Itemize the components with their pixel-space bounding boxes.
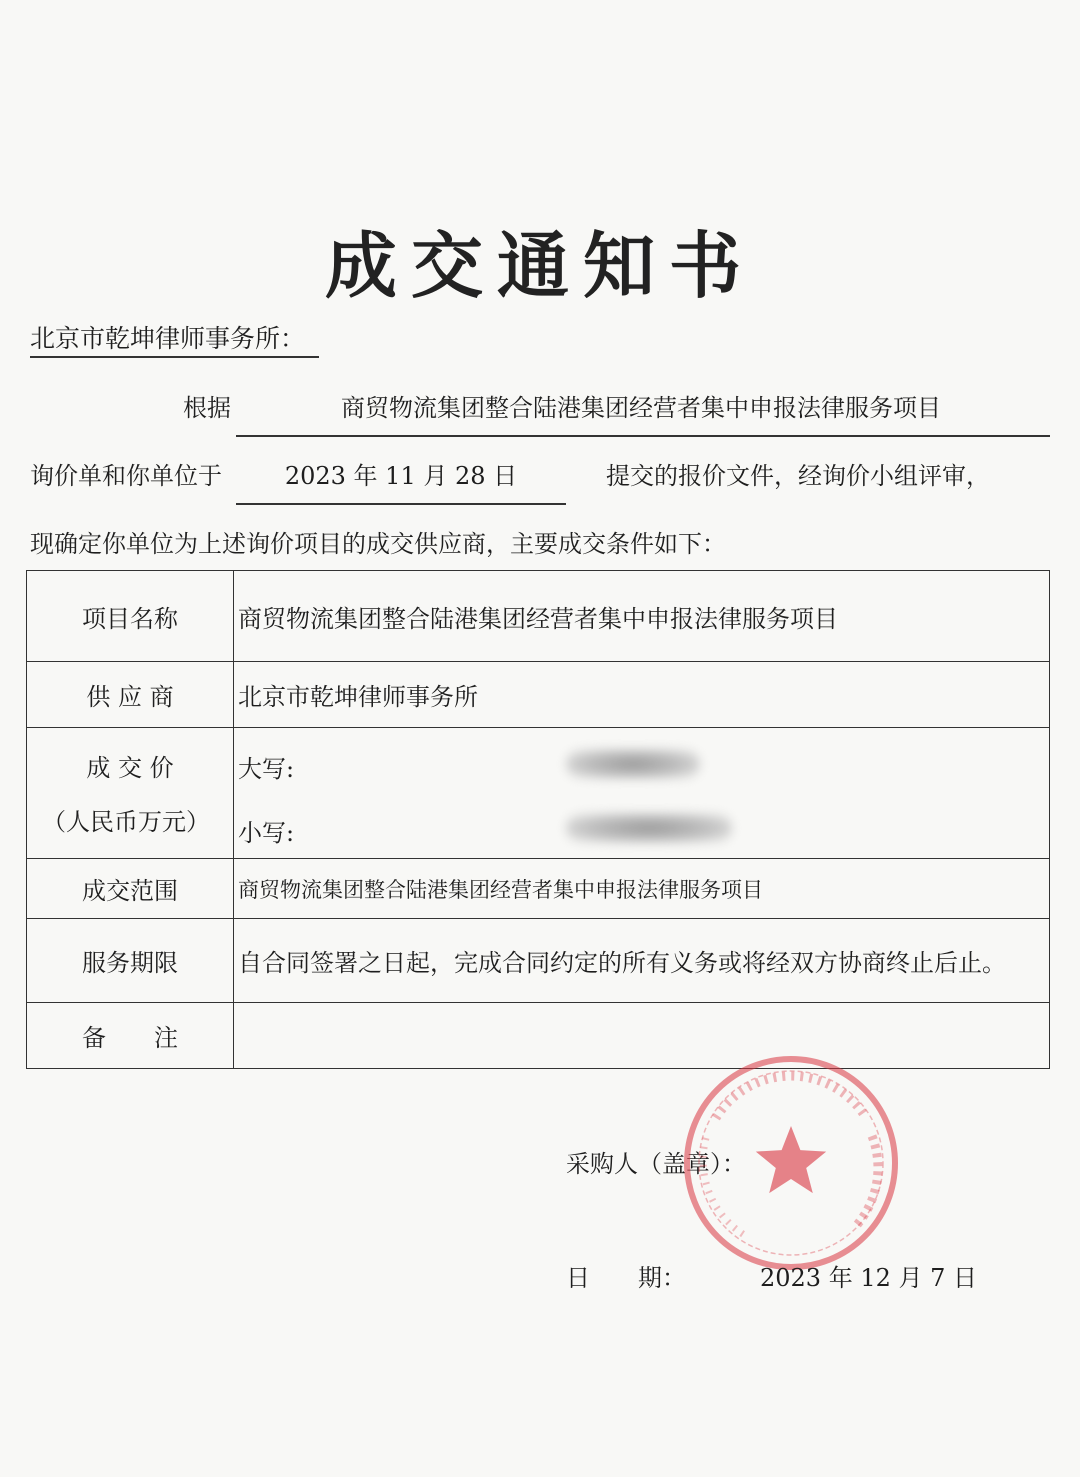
purchaser-label: 采购人（盖章）：	[566, 1150, 746, 1178]
intro-line3: 现确定你单位为上述询价项目的成交供应商，主要成交条件如下：	[30, 530, 726, 558]
table-row	[27, 728, 1050, 859]
signature-date: 2023 年 12 月 7 日	[760, 1264, 978, 1292]
price-lower-label: 小写:	[238, 819, 295, 847]
seal-text-arc	[716, 1076, 866, 1118]
date-label: 日 期：	[566, 1264, 686, 1292]
terms-table	[26, 570, 1050, 1069]
project-name-value: 商贸物流集团整合陆港集团经营者集中申报法律服务项目	[234, 571, 1050, 662]
blank-underline	[236, 503, 566, 505]
blank-underline	[236, 435, 1050, 437]
supplier-value: 北京市乾坤律师事务所	[234, 662, 1050, 728]
scope-value: 商贸物流集团整合陆港集团经营者集中申报法律服务项目	[234, 859, 1050, 919]
price-lower-row	[238, 793, 1049, 855]
seal-star-icon	[756, 1126, 826, 1193]
price-lower-redacted	[566, 813, 732, 843]
price-value-cell	[234, 728, 1050, 859]
intro-line2-suffix: 提交的报价文件，经询价小组评审，	[606, 462, 990, 490]
term-label: 服务期限	[27, 919, 234, 1003]
remarks-label: 备 注	[27, 1003, 234, 1069]
price-label: 成 交 价	[86, 754, 174, 782]
price-upper-redacted	[566, 749, 700, 779]
addressee: 北京市乾坤律师事务所：	[30, 322, 319, 358]
basis-label: 根据	[183, 394, 231, 422]
table-row	[27, 662, 1050, 728]
price-upper-row	[238, 731, 1049, 793]
table-row	[27, 571, 1050, 662]
seal-text-arc	[856, 1136, 878, 1226]
price-upper-label: 大写:	[238, 755, 295, 783]
seal-text-arc	[703, 1138, 746, 1236]
scope-label: 成交范围	[27, 859, 234, 919]
term-value: 自合同签署之日起，完成合同约定的所有义务或将经双方协商终止后止。	[234, 919, 1050, 1003]
page-title: 成交通知书	[324, 224, 755, 308]
price-label-cell	[27, 728, 234, 859]
supplier-label: 供 应 商	[27, 662, 234, 728]
intro-project-name: 商贸物流集团整合陆港集团经营者集中申报法律服务项目	[341, 394, 941, 422]
official-seal	[676, 1048, 906, 1278]
table-row	[27, 919, 1050, 1003]
submission-date: 2023 年 11 月 28 日	[284, 462, 518, 490]
intro-line2-prefix: 询价单和你单位于	[30, 462, 222, 490]
remarks-value	[234, 1003, 1050, 1069]
project-name-label: 项目名称	[27, 571, 234, 662]
table-row	[27, 859, 1050, 919]
price-unit: （人民币万元）	[42, 808, 210, 836]
